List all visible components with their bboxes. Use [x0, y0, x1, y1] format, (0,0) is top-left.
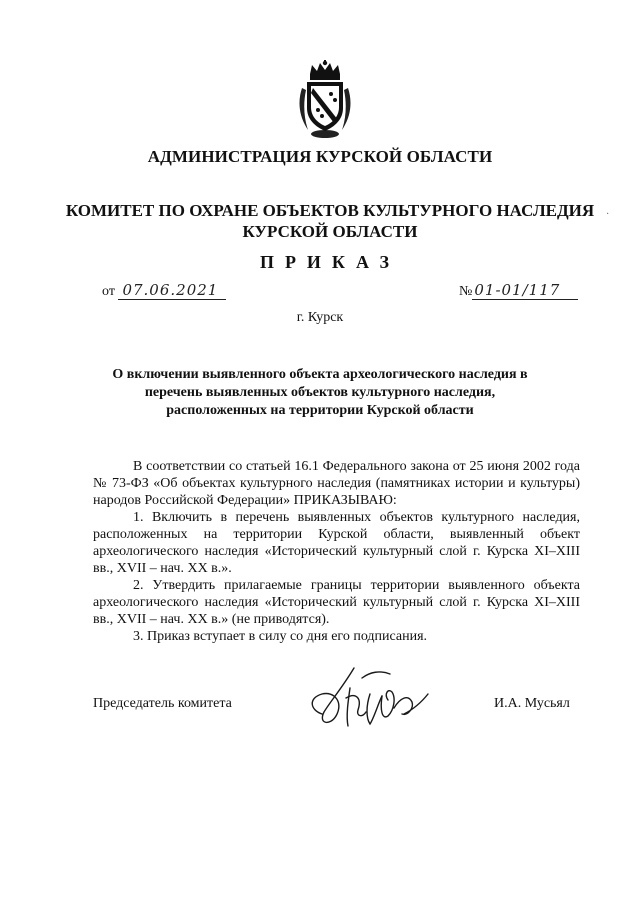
date-prefix: от: [102, 284, 115, 299]
order-title: ПРИКАЗ: [259, 252, 401, 272]
committee-heading-line2: КУРСКОЙ ОБЛАСТИ: [242, 222, 418, 241]
signer-title: Председатель комитета: [93, 696, 232, 711]
date-field: [118, 281, 226, 300]
order-subject-line1: О включении выявленного объекта археологического наследия в: [112, 367, 528, 382]
scan-speck: ·: [606, 209, 610, 220]
handwritten-number: 01-01/117: [474, 281, 561, 299]
intro-paragraph: В соответствии со статьей 16.1 Федерального закона от 25 июня 2002 года № 73-ФЗ «Об объектах культурного наследия (памятниках истории и культуры) народов Российской Федерации» ПРИКАЗЫВАЮ:: [93, 459, 580, 508]
number-prefix: №: [459, 284, 473, 299]
item-2-paragraph: 2. Утвердить прилагаемые границы территории выявленного объекта археологического наследия «Исторический культурный слой г. Курска XI–XIII вв., XVII – нач. XX в.» (не приводятся).: [93, 578, 580, 627]
order-date: [102, 281, 226, 300]
committee-heading: [60, 200, 600, 242]
administration-heading: АДМИНИСТРАЦИЯ КУРСКОЙ ОБЛАСТИ: [147, 147, 493, 166]
number-field: [472, 281, 578, 300]
item-3-paragraph: 3. Приказ вступает в силу со дня его подписания.: [133, 629, 428, 644]
committee-heading-line1: КОМИТЕТ ПО ОХРАНЕ ОБЪЕКТОВ КУЛЬТУРНОГО НАСЛЕДИЯ: [65, 201, 595, 220]
coat-of-arms-icon: [298, 60, 352, 140]
signer-name: И.А. Мусьял: [494, 696, 570, 711]
item-1-paragraph: 1. Включить в перечень выявленных объектов культурного наследия, расположенных на территории Курской области, выявленный объект археологического наследия «Исторический культурный слой г. Курска XI–XIII вв., XVII – нач. XX в.».: [93, 510, 580, 576]
signature-icon: [300, 658, 440, 738]
order-subject-line3: расположенных на территории Курской области: [166, 403, 474, 418]
handwritten-date: 07.06.2021: [122, 281, 219, 299]
order-subject: [90, 366, 550, 420]
order-subject-line2: перечень выявленных объектов культурного наследия,: [144, 385, 496, 400]
order-number: [459, 281, 578, 300]
city-label: г. Курск: [296, 310, 344, 325]
